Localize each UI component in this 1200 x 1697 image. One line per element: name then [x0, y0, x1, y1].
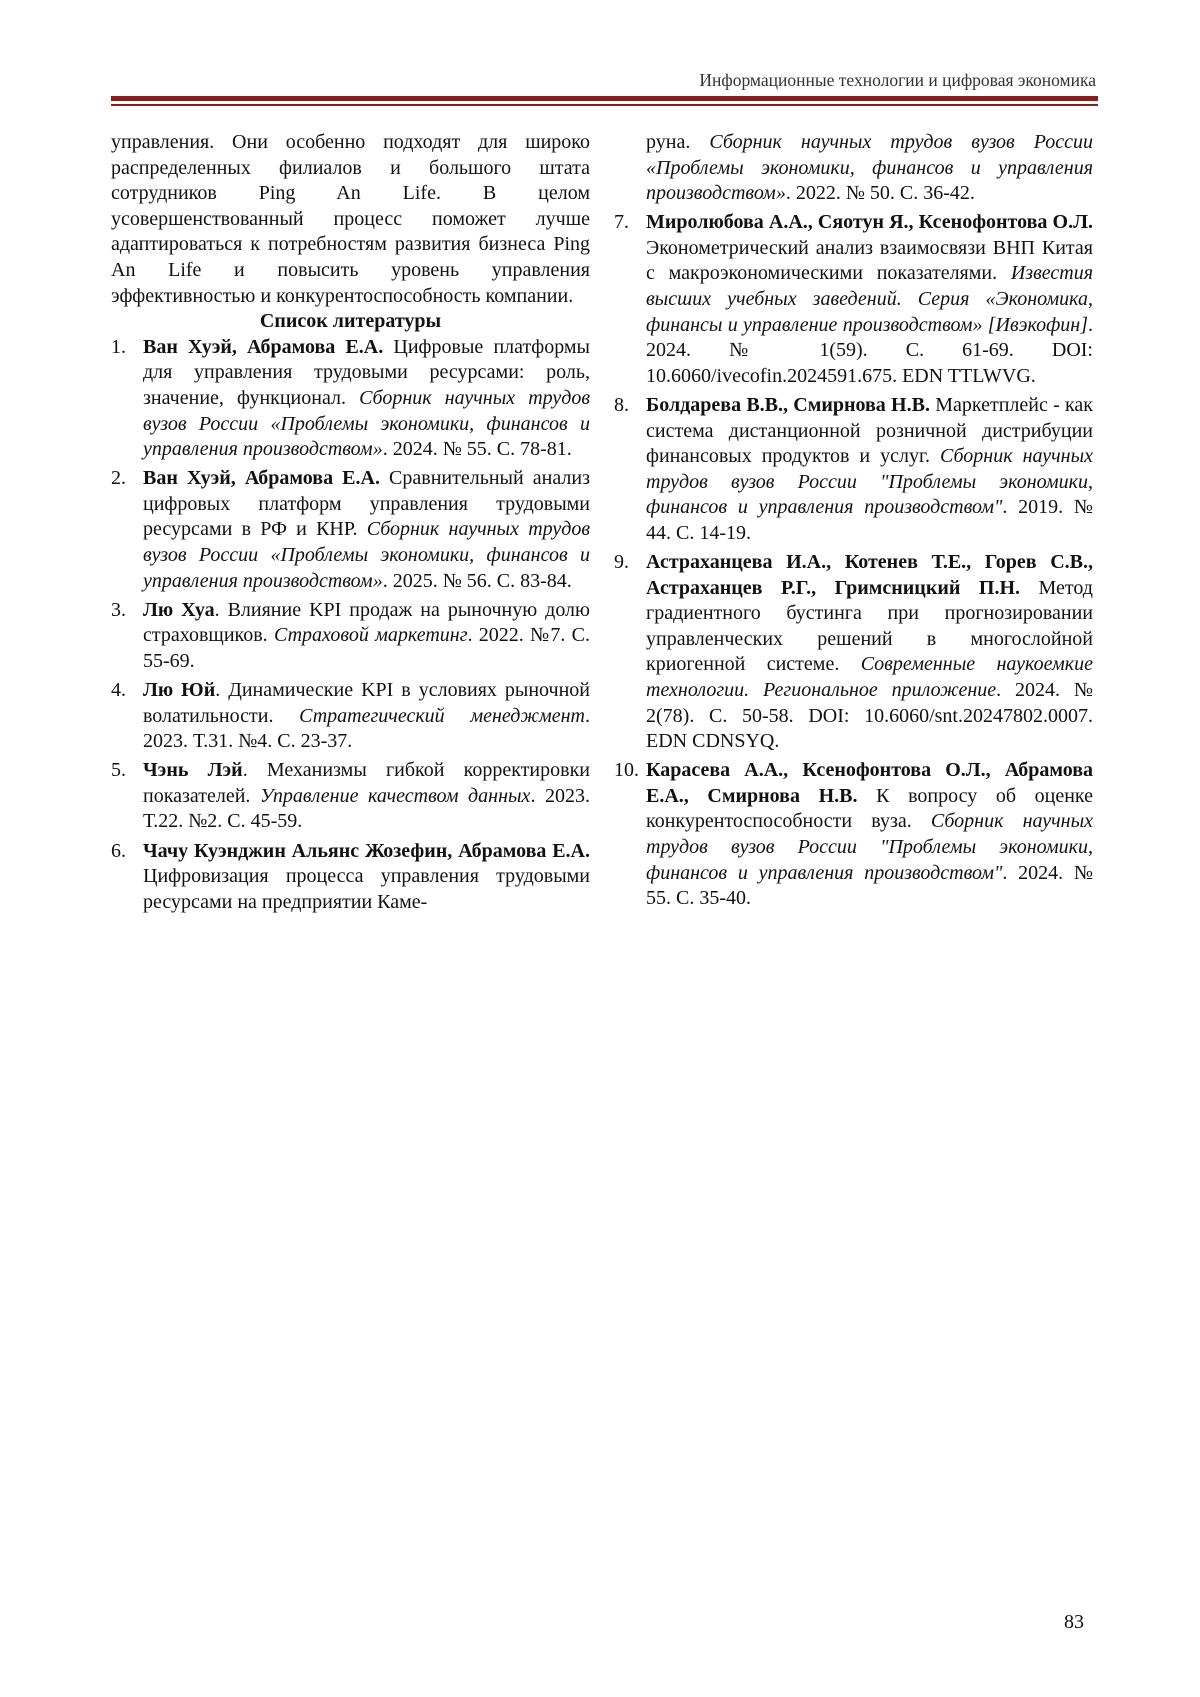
reference-title: К вопросу об оценке конкурентоспособности вуза.: [646, 784, 1094, 833]
reference-source: Известия высших учебных заведений. Серия «Экономика, финансы и управление производством» [Ивэкофин]: [646, 262, 1093, 336]
reference-title: Маркетплейс - как система дистанционной розничной дистрибуции финансовых продуктов и услуг.: [646, 393, 1093, 468]
reference-source: Страховой маркетинг: [273, 624, 468, 647]
reference-authors: Чачу Куэнджин Альянс Жозефин, Абрамова Е.А.: [143, 839, 590, 862]
reference-item-8: [614, 393, 1093, 547]
reference-details: . 2024. № 1(59). С. 61-69. DOI: 10.6060/ivecofin.2024591.675. EDN TTLWVG.: [646, 313, 1093, 387]
reference-authors: Ван Хуэй, Абрамова Е.А.: [143, 335, 384, 358]
reference-item-6-continued: [614, 130, 1093, 207]
left-column: [111, 130, 590, 919]
reference-item-5: [111, 758, 590, 835]
reference-title-continued: руна.: [646, 131, 710, 153]
reference-title: . Влияние KPI продаж на рыночную долю страховщиков.: [143, 598, 590, 647]
references-heading: Список литературы: [259, 310, 442, 333]
reference-title: Цифровизация процесса управления трудовыми ресурсами на предприятии Каме-: [143, 865, 590, 913]
reference-item-3: [111, 598, 590, 675]
reference-details: . 2024. № 55. С. 35-40.: [646, 861, 1093, 910]
intro-paragraph: управления. Они особенно подходят для широко распределенных филиалов и большого штата сотрудников Ping An Life. В целом усовершенствованный процесс поможет лучше адаптироваться к потребностям развития бизнеса Ping An Life и повысить уровень управления эффективностью и конкурентоспособность компании.: [111, 131, 590, 307]
reference-item-7: [614, 210, 1093, 389]
reference-number: 2.: [111, 467, 126, 490]
reference-details: . 2025. № 56. С. 83-84.: [382, 569, 572, 592]
header-rule-thin: [111, 104, 1098, 106]
reference-authors: Миролюбова А.А., Сяотун Я., Ксенофонтова О.Л.: [646, 211, 1093, 234]
reference-number: 3.: [111, 598, 126, 621]
reference-source: Стратегический менеджмент: [299, 704, 586, 727]
reference-authors: Чэнь Лэй: [143, 759, 243, 782]
reference-number: 5.: [111, 759, 126, 782]
reference-number: 9.: [614, 551, 629, 573]
reference-details: . 2023. Т.31. №4. С. 23-37.: [143, 704, 591, 753]
reference-title: Сравнительный анализ цифровых платформ управления трудовыми ресурсами в РФ и КНР.: [143, 467, 590, 541]
reference-item-9: [614, 550, 1093, 755]
reference-details: . 2024. № 55. С. 78-81.: [382, 438, 572, 461]
reference-authors: Болдарева В.В., Смирнова Н.В.: [646, 393, 930, 416]
reference-source: Сборник научных трудов вузов России "Проблемы экономики, финансов и управления производством": [646, 810, 1093, 884]
header-rule-thick: [111, 96, 1098, 101]
reference-details: . 2022. №7. С. 55-69.: [143, 624, 591, 672]
reference-title: . Динамические KPI в условиях рыночной волатильности.: [143, 678, 590, 727]
reference-details: . 2022. № 50. С. 36-42.: [785, 182, 975, 205]
reference-number: 6.: [111, 839, 126, 862]
reference-authors: Ван Хуэй, Абрамова Е.А.: [143, 467, 380, 490]
reference-details: . 2023. Т.22. №2. С. 45-59.: [143, 784, 590, 833]
reference-number: 4.: [111, 678, 126, 701]
reference-source: Управление качеством данных: [259, 784, 531, 807]
reference-title: Метод градиентного бустинга при прогнозировании управленческих решений в многослойной криогенной системе.: [646, 576, 1093, 676]
reference-details: . 2019. № 44. С. 14-19.: [646, 496, 1093, 544]
reference-number: 7.: [614, 211, 629, 234]
reference-authors: Лю Юй: [143, 678, 216, 701]
reference-authors: Лю Хуа: [143, 598, 215, 621]
reference-number: 10.: [614, 759, 639, 782]
reference-item-2: [111, 466, 590, 594]
reference-source: Сборник научных трудов вузов России «Проблемы экономики, финансов и управления производством»: [143, 518, 590, 592]
reference-source: Сборник научных трудов вузов России «Проблемы экономики, финансов и управления производством»: [646, 131, 1094, 205]
reference-source: Сборник научных трудов вузов России «Проблемы экономики, финансов и управления производством»: [143, 386, 590, 461]
reference-title: Цифровые платформы для управления трудовыми ресурсами: роль, значение, функционал.: [143, 335, 590, 409]
reference-item-1: [111, 335, 590, 463]
reference-authors: Астраханцева И.А., Котенев Т.Е., Горев С.В., Астраханцев Р.Г., Гримсницкий П.Н.: [646, 551, 1093, 599]
reference-source: Сборник научных трудов вузов России "Проблемы экономики, финансов и управления производством": [646, 445, 1093, 519]
reference-details: . 2024. № 2(78). С. 50-58. DOI: 10.6060/snt.20247802.0007. EDN CDNSYQ.: [646, 678, 1093, 753]
reference-item-10: [614, 758, 1093, 912]
page-number: 83: [1064, 1611, 1084, 1633]
reference-number: 1.: [111, 335, 126, 358]
reference-item-4: [111, 678, 590, 755]
reference-source: Современные наукоемкие технологии. Региональное приложение: [646, 653, 1093, 701]
reference-authors: Карасева А.А., Ксенофонтова О.Л., Абрамова Е.А., Смирнова Н.В.: [646, 759, 1093, 807]
reference-number: 8.: [614, 393, 629, 416]
right-column: [614, 130, 1093, 915]
reference-item-6: [111, 839, 590, 916]
running-header-title: Информационные технологии и цифровая экономика: [699, 70, 1096, 90]
reference-title: Эконометрический анализ взаимосвязи ВНП Китая с макроэкономическими показателями.: [646, 236, 1093, 285]
reference-title: . Механизмы гибкой корректировки показателей.: [143, 759, 590, 807]
